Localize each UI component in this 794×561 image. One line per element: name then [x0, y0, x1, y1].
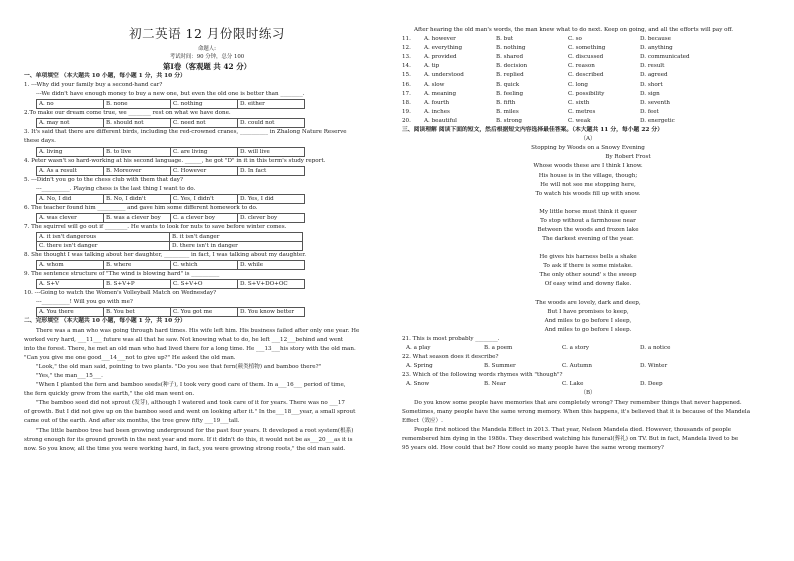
question-1-options	[36, 99, 305, 109]
question-10-line2: ---__________! Will you go with me?	[36, 299, 133, 306]
option-c[interactable]: C. long	[568, 81, 588, 88]
option-c[interactable]: C. possibility	[568, 90, 605, 97]
option-b[interactable]: B. quick	[496, 81, 520, 88]
option-b[interactable]: B. shared	[496, 54, 524, 61]
question-5: 5. ---Didn't you go to the chess club with them that day?	[24, 176, 183, 183]
option-a[interactable]: A. a play	[406, 345, 431, 351]
question-7: 7. The squirrel will go out if ________. He wants to look for nuts to save before winter comes.	[24, 223, 287, 230]
option-a[interactable]: A. was clever	[37, 213, 104, 222]
option-d[interactable]: D. In fact	[238, 166, 305, 175]
option-c[interactable]: C. You got me	[171, 308, 238, 317]
option-d[interactable]: D. feet	[640, 108, 659, 115]
question-21: 21. This is most probably ________.	[402, 335, 500, 342]
right-column	[402, 0, 774, 561]
option-a[interactable]: A. You there	[37, 308, 104, 317]
option-a[interactable]: A. tip	[424, 63, 440, 70]
option-d[interactable]: D. seventh	[640, 99, 670, 106]
section-1-heading: 一、单项填空 （本大题共 10 小题，每小题 1 分，共 10 分）	[24, 73, 186, 79]
option-c[interactable]: C. However	[171, 166, 238, 175]
option-a[interactable]: A. fourth	[424, 99, 450, 106]
option-d[interactable]: D. result	[640, 63, 665, 70]
option-a[interactable]: A. no	[37, 100, 104, 109]
option-b[interactable]: B. strong	[496, 117, 523, 124]
option-d[interactable]: D. communicated	[640, 54, 690, 61]
option-b[interactable]: B. Summer	[484, 363, 516, 370]
option-c[interactable]: C. something	[568, 45, 606, 52]
option-a[interactable]: A. Spring	[406, 363, 433, 370]
cloze-line: "Can you give me one good___14___not to give up?" He asked the old man.	[24, 354, 236, 361]
cloze-line: "Yes," the man___15___.	[36, 372, 103, 379]
option-a[interactable]: A. As a result	[37, 166, 104, 175]
option-b[interactable]: B. feeling	[496, 90, 524, 97]
option-c[interactable]: C. Lake	[562, 381, 584, 388]
option-a[interactable]: A. No, I did	[37, 194, 104, 203]
setter-line: 命题人:	[198, 46, 216, 52]
option-b[interactable]: B. S+V+P	[104, 280, 171, 289]
option-c[interactable]: C. a story	[562, 345, 590, 351]
question-6-options	[36, 213, 305, 223]
cloze-line: into the forest. There, he met an old man who had lived there for a long time. He ___13___his story with the old man.	[24, 345, 356, 352]
cloze-option-row: 18. A. fourth B. fifth C. sixth D. seventh	[402, 99, 774, 108]
option-b[interactable]: B. should not	[104, 119, 171, 128]
poem-line: The woods are lovely, dark and deep,	[535, 299, 641, 306]
option-b[interactable]: B. nothing	[496, 45, 526, 52]
poem-line: To stop without a farmhouse near	[540, 217, 636, 224]
question-22-options	[402, 362, 774, 371]
passage-line: remembered him dying in the 1980s. They described watching his funeral(葬礼) on TV. But in fact, Mandela lived to be	[402, 435, 739, 442]
option-b[interactable]: B. You bet	[104, 308, 171, 317]
poem-stanza-3	[402, 253, 774, 289]
option-d[interactable]: D. short	[640, 81, 663, 88]
section-a-label: （A）	[580, 136, 596, 143]
option-d[interactable]: D. clever boy	[238, 213, 305, 222]
section-b-label: （B）	[580, 390, 596, 397]
option-c[interactable]: C. need not	[171, 119, 238, 128]
option-a[interactable]: A. everything	[424, 45, 463, 52]
volume-title: 第Ⅰ卷（客观题 共 42 分）	[163, 62, 251, 71]
option-a[interactable]: A. provided	[424, 54, 457, 61]
option-d[interactable]: D. Yes, I did	[238, 194, 305, 203]
option-c[interactable]: C. are living	[171, 147, 238, 156]
cloze-line: worked very hard, ___11___ future was all that he saw. Not knowing what to do, he left ___12___behind and went	[24, 336, 344, 343]
passage-line: Effect（效应）.	[402, 417, 443, 424]
cloze-line: "Look," the old man said, pointing to two plants. "Do you see that fern(蕨类植物) and bamboo there?"	[36, 363, 322, 370]
option-b[interactable]: B. Moreover	[104, 166, 171, 175]
option-a[interactable]: A. meaning	[424, 90, 457, 97]
question-6: 6. The teacher found him __________ and gave him some different homework to do.	[24, 204, 258, 211]
question-8: 8. She thought I was talking about her daughter, _________ in fact, I was talking about my daughter.	[24, 252, 307, 259]
left-column	[24, 0, 390, 561]
option-d[interactable]: D. Deep	[640, 381, 663, 388]
poem-line: He gives his harness bells a shake	[539, 254, 637, 261]
question-2: 2.To make our dream come true, we ________ rest on what we have done.	[24, 110, 231, 117]
option-a[interactable]: A. slow	[424, 81, 445, 88]
option-c[interactable]: C. described	[568, 72, 604, 79]
question-5-line2: ---__________. Playing chess is the last thing I want to do.	[36, 185, 196, 192]
option-a[interactable]: A. inches	[424, 108, 450, 115]
option-d[interactable]: D. a notice	[640, 345, 671, 351]
poem-line: The only other sound' s the sweep	[539, 272, 637, 279]
option-d[interactable]: D. anything	[640, 45, 673, 52]
section-3-heading: 三、阅读理解 阅读下面的短文，然后根据短文内容选择最佳答案。（本大题共 11 分，每小题 22 分）	[402, 127, 663, 134]
cloze-option-row: 20. A. beautiful B. strong C. weak D. energetic	[402, 117, 774, 126]
option-c[interactable]: C. there isn't danger	[37, 242, 170, 251]
cloze-line: now. So you know, all the time you were working hard, in fact, you were growing strong roots," the old man said.	[24, 445, 346, 452]
poem-title: Stopping by Woods on a Snowy Evening	[531, 145, 645, 152]
poem-stanza-2	[402, 208, 774, 244]
passage-line: People first noticed the Mandela Effect in 2013. That year, Nelson Mandela died. However, thousands of people	[414, 426, 732, 433]
option-d[interactable]: D. either	[238, 100, 305, 109]
cloze-line: "The little bamboo tree had been growing underground for the past four years. It developed a root system(根系)	[36, 427, 354, 434]
option-d[interactable]: D. while	[238, 261, 305, 270]
option-d[interactable]: D. energetic	[640, 117, 675, 124]
poem-line: To watch his woods fill up with snow.	[535, 190, 641, 197]
option-d[interactable]: D. agreed	[640, 72, 668, 79]
option-b[interactable]: B. miles	[496, 108, 519, 115]
cloze-line: "The bamboo seed did not sprout (发芽), although I watered and took care of it for years. There was no ___17	[36, 400, 345, 407]
option-a[interactable]: A. understood	[424, 72, 464, 79]
section-2-heading: 二、完形填空 （本大题共 10 小题，每小题 1 分，共 10 分）	[24, 318, 186, 325]
option-c[interactable]: C. reason	[568, 63, 595, 70]
option-c[interactable]: C. sixth	[568, 99, 590, 106]
option-b[interactable]: B. fifth	[496, 99, 516, 106]
question-8-options	[36, 260, 305, 270]
option-b[interactable]: B. No, I didn't	[104, 194, 171, 203]
option-a[interactable]: A. beautiful	[424, 117, 457, 124]
question-2-options	[36, 118, 305, 128]
option-a[interactable]: A. may not	[37, 119, 104, 128]
question-9: 9. The sentence structure of "The wind is blowing hard" is __________	[24, 271, 220, 278]
option-a[interactable]: A. it isn't dangerous	[37, 233, 170, 242]
option-b[interactable]: B. Near	[484, 381, 506, 388]
poem-line: His house is in the village, though;	[538, 172, 638, 179]
question-1: 1. ---Why did your family buy a second-hand car?	[24, 82, 163, 89]
poem-line: But I have promises to keep,	[547, 308, 629, 315]
question-3-line2: these days.	[24, 138, 56, 145]
poem-line: My little horse must think it queer	[539, 208, 637, 215]
option-d[interactable]: D. S+V+DO+OC	[238, 280, 305, 289]
option-b[interactable]: B. none	[104, 100, 171, 109]
question-23: 23. Which of the following words rhymes with "though"?	[402, 372, 563, 379]
exam-title: 初二英语 12 月份限时练习	[129, 26, 285, 41]
option-d[interactable]: D. will live	[238, 147, 305, 156]
option-d[interactable]: D. could not	[238, 119, 305, 128]
question-4-options	[36, 166, 305, 176]
exam-info: 考试时间：90 分钟，总分 100	[169, 54, 245, 60]
cloze-option-row: 15. A. understood B. replied C. described D. agreed	[402, 71, 774, 80]
question-3-options	[36, 147, 305, 157]
poem-line: And miles to go before I sleep,	[544, 317, 632, 324]
poem-stanza-1	[402, 162, 774, 198]
option-d[interactable]: D. because	[640, 36, 671, 43]
option-c[interactable]: C. which	[171, 261, 238, 270]
question-10: 10. ---Going to watch the Women's Volleyball Match on Wednesday?	[24, 290, 217, 297]
option-c[interactable]: C. a clever boy	[171, 213, 238, 222]
cloze-option-row: 11. A. however B. but C. so D. because	[402, 35, 774, 44]
option-a[interactable]: A. S+V	[37, 280, 104, 289]
cloze-line: of growth. But I did not give up on the bamboo seed and went on looking after it." In the___18___year, a small sprout	[24, 409, 356, 416]
question-22: 22. What season does it describe?	[402, 354, 499, 361]
question-9-options	[36, 279, 305, 289]
cloze-option-row: 19. A. inches B. miles C. metres D. feet	[402, 108, 774, 117]
option-c[interactable]: C. metres	[568, 108, 596, 115]
option-c[interactable]: C. weak	[568, 117, 591, 124]
question-4: 4. Peter wasn't so hard-working at his second language. ______, he got "D" in it in this term's study report.	[24, 157, 326, 164]
cloze-line: There was a man who was going through hard times. His wife left him. His business failed after only one year. He	[36, 327, 360, 334]
option-c[interactable]: C. so	[568, 36, 582, 43]
option-a[interactable]: A. however	[424, 36, 456, 43]
option-d[interactable]: D. You know better	[238, 308, 305, 317]
option-b[interactable]: B. where	[104, 261, 171, 270]
poem-line: Of easy wind and downy flake.	[544, 281, 632, 288]
cloze-option-row: 16. A. slow B. quick C. long D. short	[402, 81, 774, 90]
passage-line: Sometimes, many people have the same wrong memory. When this happens, it's believed that it is because of the Mandela	[402, 408, 751, 415]
cloze-line: the fern quickly grew from the earth," the old man went on.	[24, 391, 195, 398]
option-c[interactable]: C. Yes, I didn't	[171, 194, 238, 203]
option-b[interactable]: B. replied	[496, 72, 524, 79]
option-b[interactable]: B. it isn't danger	[170, 233, 303, 242]
option-d[interactable]: D. there isn't in danger	[170, 242, 303, 251]
option-c[interactable]: C. discussed	[568, 54, 604, 61]
option-b[interactable]: B. but	[496, 36, 514, 43]
poem-stanza-4	[402, 299, 774, 335]
question-10-options	[36, 307, 305, 317]
question-3: 3. It's said that there are different birds, including the red-crowned cranes, __________ in Zhalong Nature Reserve	[24, 129, 347, 136]
option-b[interactable]: B. to live	[104, 147, 171, 156]
cloze-line: came out of the earth. And after six months, the tree grew fifty ___19___tall.	[24, 418, 240, 425]
option-a[interactable]: A. living	[37, 147, 104, 156]
poem-author: By Robert Frost	[605, 154, 651, 161]
option-b[interactable]: B. a poem	[484, 345, 513, 351]
option-c[interactable]: C. nothing	[171, 100, 238, 109]
option-b[interactable]: B. decision	[496, 63, 528, 70]
option-d[interactable]: D. sign	[640, 90, 660, 97]
poem-line: Whose woods these are I think I know.	[533, 163, 643, 170]
question-1-line2: ---We didn't have enough money to buy a new one, but even the old one is better than ________.	[36, 91, 305, 98]
passage-line: Do you know some people have memories that are completely wrong? They remember things that never happened.	[414, 399, 742, 406]
poem-line: And miles to go before I sleep.	[544, 326, 632, 333]
question-7-options	[36, 232, 303, 251]
question-21-options	[402, 344, 774, 353]
poem-line: To ask if there is some mistake.	[543, 263, 633, 270]
cloze-option-row: 12. A. everything B. nothing C. something D. anything	[402, 44, 774, 53]
cloze-option-row: 17. A. meaning B. feeling C. possibility D. sign	[402, 90, 774, 99]
option-a[interactable]: A. Snow	[406, 381, 430, 388]
option-c[interactable]: C. S+V+O	[171, 280, 238, 289]
cloze-line: strong enough for its ground growth in the next year and more. If it didn't do this, it would not be as___20___as it is	[24, 436, 353, 443]
option-b[interactable]: B. was a clever boy	[104, 213, 171, 222]
cloze-ending: After hearing the old man's words, the man knew what to do next. Keep on going, and all the efforts will pay off.	[414, 27, 734, 33]
option-a[interactable]: A. whom	[37, 261, 104, 270]
cloze-option-row: 13. A. provided B. shared C. discussed D. communicated	[402, 53, 774, 62]
poem-line: The darkest evening of the year.	[542, 236, 634, 243]
poem-line: He will not see me stopping here,	[540, 181, 636, 188]
poem-line: Between the woods and frozen lake	[537, 226, 639, 233]
cloze-line: "When I planted the fern and bamboo seeds(种子), I took very good care of them. In a___16___ period of time,	[36, 382, 346, 389]
passage-line: 95 years old. How could that be? How could so many people have the same wrong memory?	[402, 445, 664, 452]
question-23-options	[402, 380, 774, 389]
question-5-options	[36, 194, 305, 204]
option-c[interactable]: C. Autumn	[562, 363, 593, 370]
cloze-option-row: 14. A. tip B. decision C. reason D. result	[402, 62, 774, 71]
option-d[interactable]: D. Winter	[640, 363, 668, 370]
